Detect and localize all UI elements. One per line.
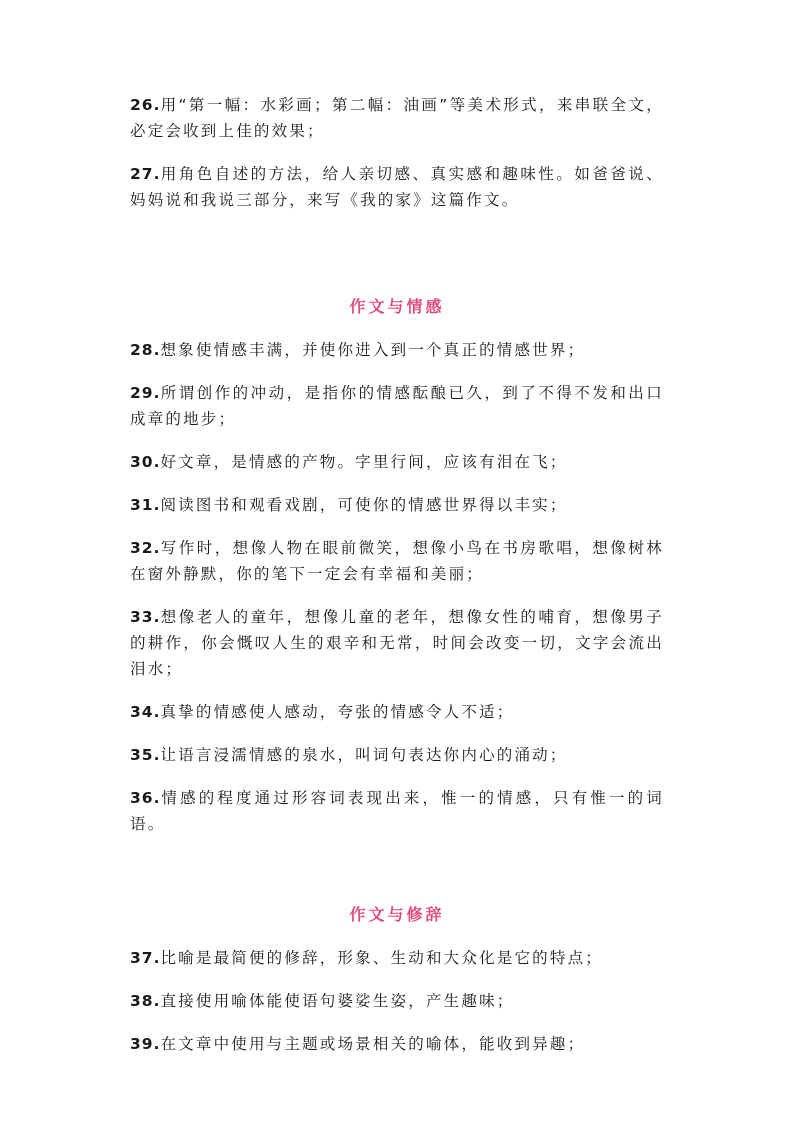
item-text: 想像老人的童年，想像儿童的老年，想像女性的哺育，想像男子的耕作，你会慨叹人生的艰辛和无常，时间会改变一切，文字会流出泪水； [130,608,664,678]
section-spacer [130,854,664,902]
section-heading-wrap [130,294,664,317]
section-heading-rhetoric: 作文与修辞 [349,905,445,924]
section-heading-emotion: 作文与情感 [349,297,445,316]
section-heading-wrap [130,902,664,925]
item-number: 36. [130,789,161,807]
list-item-37 [130,945,664,971]
list-item-33 [130,604,664,682]
item-text: 写作时，想像人物在眼前微笑，想像小鸟在书房歌唱，想像树林在窗外静默，你的笔下一定会有幸福和美丽； [130,539,664,583]
list-item-31 [130,492,664,518]
section-structure [130,92,664,213]
item-text: 情感的程度通过形容词表现出来，惟一的情感，只有惟一的词语。 [130,789,664,833]
item-text: 所谓创作的冲动，是指你的情感酝酿已久，到了不得不发和出口成章的地步； [130,384,664,428]
document-page [130,92,664,1074]
item-number: 37. [130,949,161,967]
item-number: 31. [130,496,161,514]
section-rhetoric [130,902,664,1057]
section-spacer [130,230,664,294]
item-number: 27. [130,165,161,183]
item-text: 阅读图书和观看戏剧，可使你的情感世界得以丰实； [160,496,568,514]
item-text: 用“第一幅：水彩画；第二幅：油画”等美术形式，来串联全文，必定会收到上佳的效果； [130,96,664,140]
item-number: 34. [130,703,161,721]
list-item-27 [130,161,664,213]
item-number: 33. [130,608,161,626]
item-number: 38. [130,992,161,1010]
item-text: 好文章，是情感的产物。字里行间，应该有泪在飞； [160,453,568,471]
item-number: 26. [130,96,161,114]
item-text: 想象使情感丰满，并使你进入到一个真正的情感世界； [160,341,586,359]
list-item-28 [130,337,664,363]
list-item-36 [130,785,664,837]
item-number: 30. [130,453,161,471]
item-number: 28. [130,341,161,359]
item-text: 直接使用喻体能使语句婆娑生姿，产生趣味； [160,992,515,1010]
item-number: 29. [130,384,161,402]
item-text: 用角色自述的方法，给人亲切感、真实感和趣味性。如爸爸说、妈妈说和我说三部分，来写《我的家》这篇作文。 [130,165,664,209]
item-number: 32. [130,539,161,557]
section-emotion [130,294,664,837]
item-text: 真挚的情感使人感动，夸张的情感令人不适； [160,703,515,721]
item-text: 让语言浸濡情感的泉水，叫词句表达你内心的涌动； [160,746,568,764]
list-item-30 [130,449,664,475]
list-item-32 [130,535,664,587]
list-item-38 [130,988,664,1014]
item-text: 比喻是最简便的修辞，形象、生动和大众化是它的特点； [160,949,603,967]
list-item-34 [130,699,664,725]
list-item-26 [130,92,664,144]
item-text: 在文章中使用与主题或场景相关的喻体，能收到异趣； [160,1035,586,1053]
item-number: 39. [130,1035,161,1053]
list-item-39 [130,1031,664,1057]
list-item-35 [130,742,664,768]
list-item-29 [130,380,664,432]
item-number: 35. [130,746,161,764]
